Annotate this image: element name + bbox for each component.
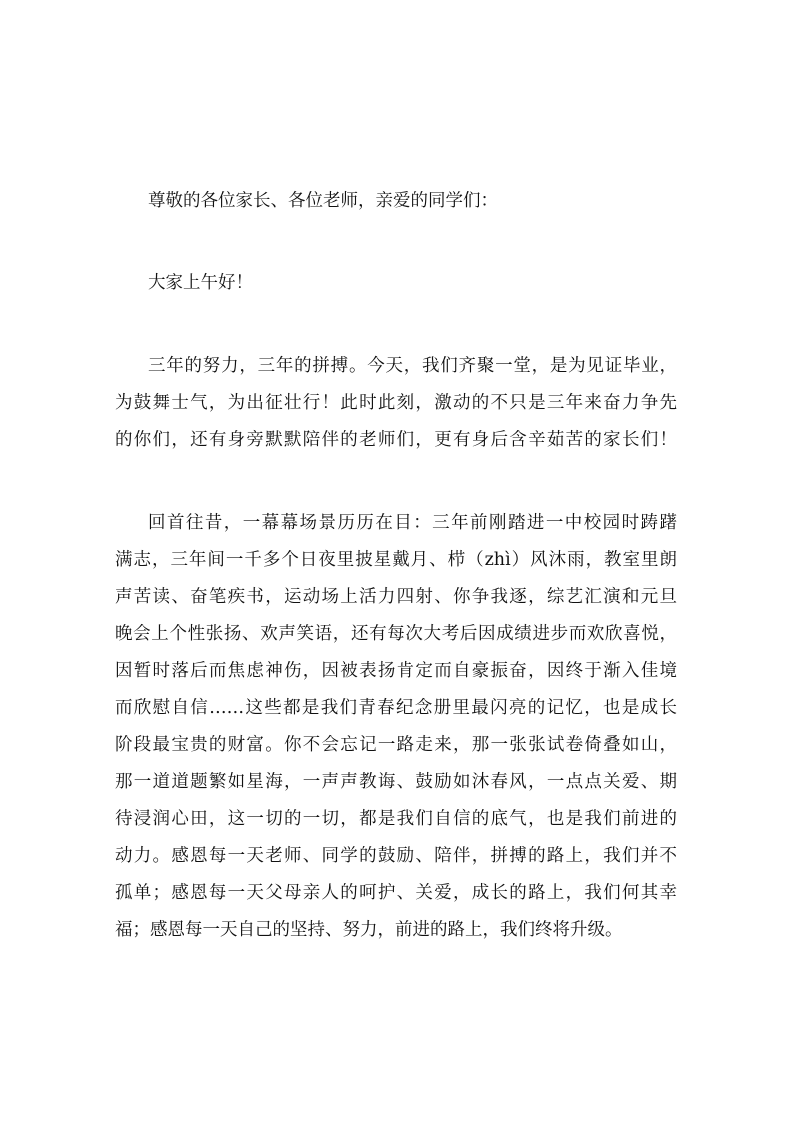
paragraph-line: 满志，三年间一千多个日夜里披星戴月、栉（zhì）风沐雨，教室里朗 <box>115 550 677 570</box>
paragraph-line: 回首往昔，一幕幕场景历历在目：三年前刚踏进一中校园时踌躇 <box>148 513 677 533</box>
paragraph-line: 动力。感恩每一天老师、同学的鼓励、陪伴，拼搏的路上，我们并不 <box>115 846 677 866</box>
paragraph-line: 晚会上个性张扬、欢声笑语，还有每次大考后因成绩进步而欢欣喜悦， <box>115 624 677 644</box>
salutation: 尊敬的各位家长、各位老师，亲爱的同学们： <box>148 191 498 211</box>
paragraph-line: 孤单；感恩每一天父母亲人的呵护、关爱，成长的路上，我们何其幸 <box>115 883 677 903</box>
paragraph-line: 的你们，还有身旁默默陪伴的老师们，更有身后含辛茹苦的家长们！ <box>115 430 677 450</box>
paragraph-line: 三年的努力，三年的拼搏。今天，我们齐聚一堂，是为见证毕业， <box>148 356 677 376</box>
paragraph-line: 为鼓舞士气，为出征壮行！此时此刻，激动的不只是三年来奋力争先 <box>115 393 677 413</box>
paragraph-line: 声苦读、奋笔疾书，运动场上活力四射、你争我逐，综艺汇演和元旦 <box>115 587 677 607</box>
paragraph-line: 福；感恩每一天自己的坚持、努力，前进的路上，我们终将升级。 <box>115 920 623 940</box>
paragraph-line: 那一道道题繁如星海，一声声教诲、鼓励如沐春风，一点点关爱、期 <box>115 772 677 792</box>
paragraph-line: 待浸润心田，这一切的一切，都是我们自信的底气，也是我们前进的 <box>115 809 677 829</box>
paragraph-line: 阶段最宝贵的财富。你不会忘记一路走来，那一张张试卷倚叠如山， <box>115 735 677 755</box>
paragraph-line: 因暂时落后而焦虑神伤，因被表扬肯定而自豪振奋，因终于渐入佳境 <box>115 661 677 681</box>
greeting: 大家上午好！ <box>148 273 253 293</box>
paragraph-line: 而欣慰自信……这些都是我们青春纪念册里最闪亮的记忆，也是成长 <box>115 698 677 718</box>
